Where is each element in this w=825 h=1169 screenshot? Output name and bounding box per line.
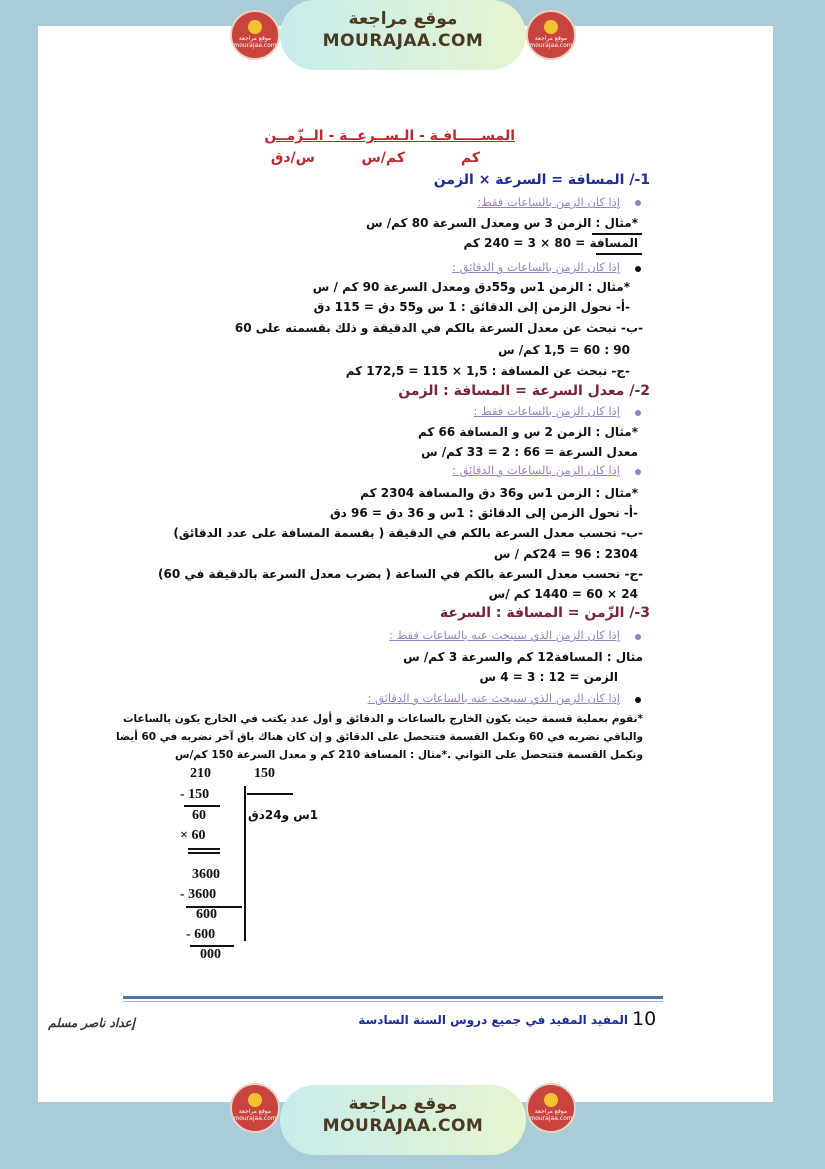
section2-heading: 2-/ معدل السرعة = المسافة : الزمن [398,383,650,399]
division-divisor: 150 [254,766,275,781]
logo-icon [544,1093,558,1107]
site-banner-bottom[interactable] [280,1085,526,1155]
title: المســـــافـة - الـســرعــة - الــزّمــن [264,128,515,144]
bullet-icon [635,469,641,475]
division-rule [188,852,220,854]
division-step: 60 [192,808,206,823]
footer-author: إعداد ناصر مسلم [48,1016,135,1030]
page-number: 10 [632,1008,657,1030]
underline [596,253,642,255]
footer-title: المفيد المفيد في جميع دروس السنة السادسة [358,1013,628,1027]
division-bar [244,786,246,941]
s2-case2: إذا كان الزمن بالساعات و الدقائق : [452,463,620,477]
s2-step-a: -أ- نحول الزمن إلى الدقائق : 1س و 36 دق = 96 دق [329,506,638,520]
bullet-icon [635,410,641,416]
s2-step-c: -ج- نحسب معدل السرعة بالكم في الساعة ( بضرب معدل السرعة بالدقيقة في 60) [158,567,643,581]
division-quotient: 1س و24دق [248,808,319,822]
banner-url: MOURAJAA.COM [322,1116,484,1136]
banner-url: MOURAJAA.COM [322,31,484,51]
s1-step-b-result: 90 : 60 = 1,5 كم/ س [498,343,630,357]
bullet-icon [635,634,641,640]
unit-hmin: س/دق [270,150,315,166]
division-step: - 600 [186,927,216,942]
division-step: × 60 [180,828,206,843]
logo-badge: موقع مراجعة mourajaa.com [230,1083,280,1133]
s1-step-c: -ج- نبحث عن المسافة : 1,5 × 115 = 172,5 كم [345,364,630,378]
footer-rule [123,996,663,999]
section3-heading: 3-/ الزّمن = المسافة : السرعة [439,605,650,621]
s2-step-c-result: 24 × 60 = 1440 كم /س [488,587,638,601]
s2-step-b-result: 2304 : 96 = 24كم / س [493,547,638,561]
division-step: 600 [196,907,217,922]
page-sheet [38,26,773,1102]
banner-arabic: موقع مراجعة [348,9,458,29]
division-dividend: 210 [190,766,211,781]
s1-example1: *مثال : الزمن 3 س ومعدل السرعة 80 كم/ س [366,216,638,230]
s1-step-b: -ب- نبحث عن معدل السرعة بالكم في الدقيقة و ذلك بقسمته على 60 [234,321,643,335]
division-step: 3600 [192,867,220,882]
logo-icon [544,20,558,34]
logo-badge: موقع مراجعة mourajaa.com [526,10,576,60]
s3-note-line1: *نقوم بعملية قسمة حيث يكون الخارج بالساعات و الدقائق و أول عدد يكتب في الخارج يكون بالساعات [123,713,643,725]
s1-case2: إذا كان الزمن بالساعات و الدقائق : [452,260,620,274]
s2-example1: *مثال : الزمن 2 س و المسافة 66 كم [417,425,638,439]
site-banner-top[interactable] [280,0,526,70]
underline [592,233,642,235]
logo-badge: موقع مراجعة mourajaa.com [230,10,280,60]
bullet-icon [635,200,641,206]
s3-note-line3: ونكمل القسمة فتتحصل على الثواني .*مثال : المسافة 210 كم و معدل السرعة 150 كم/س [174,749,643,761]
division-step: - 3600 [180,887,217,902]
s3-case2: إذا كان الزمن الذي سنبحث عنه بالساعات و الدقائق : [367,691,620,705]
s2-example1-result: معدل السرعة = 66 : 2 = 33 كم/ س [421,445,638,459]
logo-icon [248,20,262,34]
s2-case1: إذا كان الزمن بالساعات فقط : [473,404,620,418]
division-step: 000 [200,947,221,962]
bullet-icon [635,266,641,272]
s2-step-b: -ب- نحسب معدل السرعة بالكم في الدقيقة ( بقسمة المسافة على عدد الدقائق) [173,526,643,540]
s3-note-line2: والباقي نضربه في 60 ونكمل القسمة فتتحصل على الدقائق و إن كان هناك باق آخر نضربه في 60 أيضا [116,731,643,743]
logo-badge: موقع مراجعة mourajaa.com [526,1083,576,1133]
logo-icon [248,1093,262,1107]
s3-example1-result: الزمن = 12 : 3 = 4 س [479,670,618,684]
unit-km: كم [460,150,480,166]
s3-case1: إذا كان الزمن الذي سنبحث عنه بالساعات فقط : [389,628,620,642]
s3-example1: مثال : المسافة12 كم والسرعة 3 كم/ س [403,650,643,664]
footer-rule [123,1001,663,1002]
s1-step-a: -أ- نحول الزمن إلى الدقائق : 1 س و55 دق = 115 دق [313,300,630,314]
unit-kmh: كم/س [361,150,405,166]
section1-heading: 1-/ المسافة = السرعة × الزمن [433,172,650,188]
banner-arabic: موقع مراجعة [348,1094,458,1114]
division-rule [188,848,220,850]
division-step: - 150 [180,787,210,802]
bullet-icon [635,697,641,703]
division-rule [184,805,220,807]
s1-case1: إذا كان الزمن بالساعات فقط: [477,195,620,209]
s1-example1-result: المسافة = 80 × 3 = 240 كم [463,236,638,250]
s1-example2: *مثال : الزمن 1س و55دق ومعدل السرعة 90 كم / س [312,280,630,294]
s2-example2: *مثال : الزمن 1س و36 دق والمسافة 2304 كم [360,486,638,500]
divisor-line [247,793,293,795]
